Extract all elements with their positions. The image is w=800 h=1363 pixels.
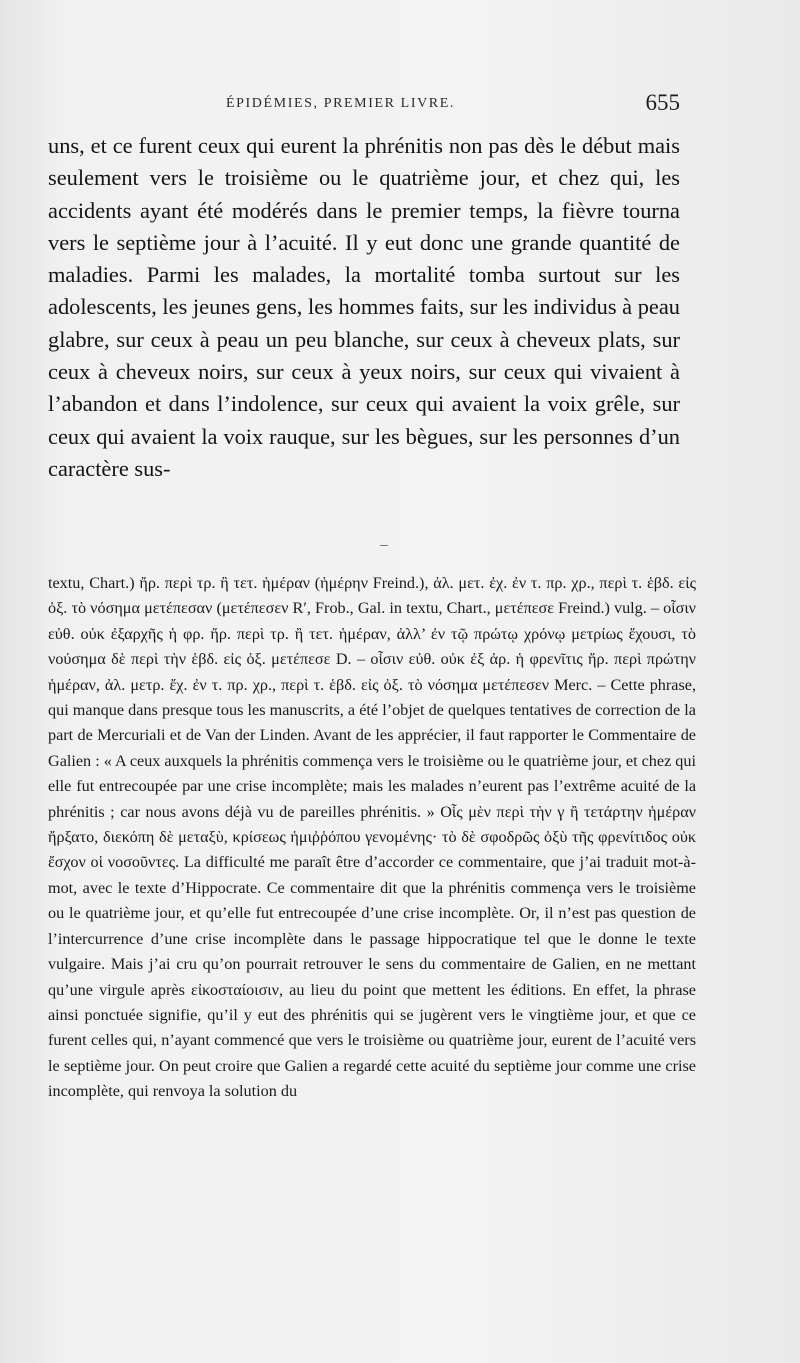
running-title: ÉPIDÉMIES, PREMIER LIVRE.	[226, 96, 455, 111]
main-text: uns, et ce furent ceux qui eurent la phrénitis non pas dès le début mais seulement vers le troisième ou le quatrième jour, et chez qui, les accidents ayant été modérés dans le premier temps, la fièvre tourna vers le septième jour à l’acuité. Il y eut donc une grande quantité de maladies. Parmi les malades, la mortalité tomba surtout sur les adolescents, les jeunes gens, les hommes faits, sur les individus à peau glabre, sur ceux à peau un peu blanche, sur ceux à cheveux plats, sur ceux à cheveux noirs, sur ceux à yeux noirs, sur ceux qui vivaient à l’abandon et dans l’indolence, sur ceux qui avaient la voix grêle, sur ceux qui avaient la voix rauque, sur les bègues, sur les personnes d’un caractère sus-	[48, 133, 680, 481]
footnote-separator	[380, 545, 388, 546]
page-header	[48, 90, 680, 120]
page-number: 655	[645, 90, 680, 115]
footnote-text: textu, Chart.) ἤρ. περὶ τρ. ἢ τετ. ἡμέραν (ἡμέρην Freind.), ἀλ. μετ. ἐχ. ἐν τ. πρ. χρ., περὶ τ. ἑβδ. εἰς ὀξ. τὸ νόσημα μετέπεσαν (μετέπεσεν R′, Frob., Gal. in textu, Chart., μετέπεσε Freind.) vulg. – οἷσιν εὐθ. οὐκ ἐξαρχῆς ἡ φρ. ἤρ. περὶ τρ. ἢ τετ. ἡμέραν, ἀλλ’ ἐν τῷ πρώτῳ χρόνῳ μετρίως ἔχουσι, τὸ νούσημα δὲ περὶ τὴν ἑβδ. εἰς ὀξ. μετέπεσε D. – οἷσιν εὐθ. οὐκ ἐξ ἀρ. ἡ φρενῖτις ἤρ. περὶ πρώτην ἡμέραν, ἀλ. μετρ. ἔχ. ἐν τ. πρ. χρ., περὶ τ. ἑβδ. εἰς ὀξ. τὸ νόσημα μετέπεσεν Merc. – Cette phrase, qui manque dans presque tous les manuscrits, a été l’objet de quelques tentatives de correction de la part de Mercuriali et de Van der Linden. Avant de les apprécier, il faut rapporter le Commentaire de Galien : « A ceux auxquels la phrénitis commença vers le troisième ou le quatrième jour, et chez qui elle fut entrecoupée par une crise incomplète; mais les malades n’eurent pas l’extrême acuité de la phrénitis ; car nous avons déjà vu de pareilles phrénitis. » Οἷς μὲν περὶ τὴν γ ἢ τετάρτην ἡμέραν ἤρξατο, διεκόπη δὲ μεταξὺ, κρίσεως ἡμιῤῥόπου γενομένης· τὸ δὲ σφοδρῶς ὀξὺ τῆς φρενίτιδος οὐκ ἔσχον οἱ νοσοῦντες. La difficulté me paraît être d’accorder ce commentaire, que j’ai traduit mot-à-mot, avec le texte d’Hippocrate. Ce commentaire dit que la phrénitis commença vers le troisième ou le quatrième jour, et qu’elle fut entrecoupée d’une crise incomplète. Or, il n’est pas question de l’intercurrence d’une crise incomplète dans le passage hippocratique tel que le donne le texte vulgaire. Mais j’ai cru qu’on pourrait retrouver le sens du commentaire de Galien, en ne mettant qu’une virgule après εἰκοσταίοισιν, au lieu du point que mettent les éditions. En effet, la phrase ainsi ponctuée signifie, qu’il y eut des phrénitis qui se jugèrent vers le vingtième jour, et que ce furent celles qui, n’ayant commencé que vers le troisième ou quatrième jour, eurent de l’acuité vers le septième jour. On peut croire que Galien a regardé cette acuité du septième jour comme une crise incomplète, qui renvoya la solution du	[48, 574, 696, 1101]
